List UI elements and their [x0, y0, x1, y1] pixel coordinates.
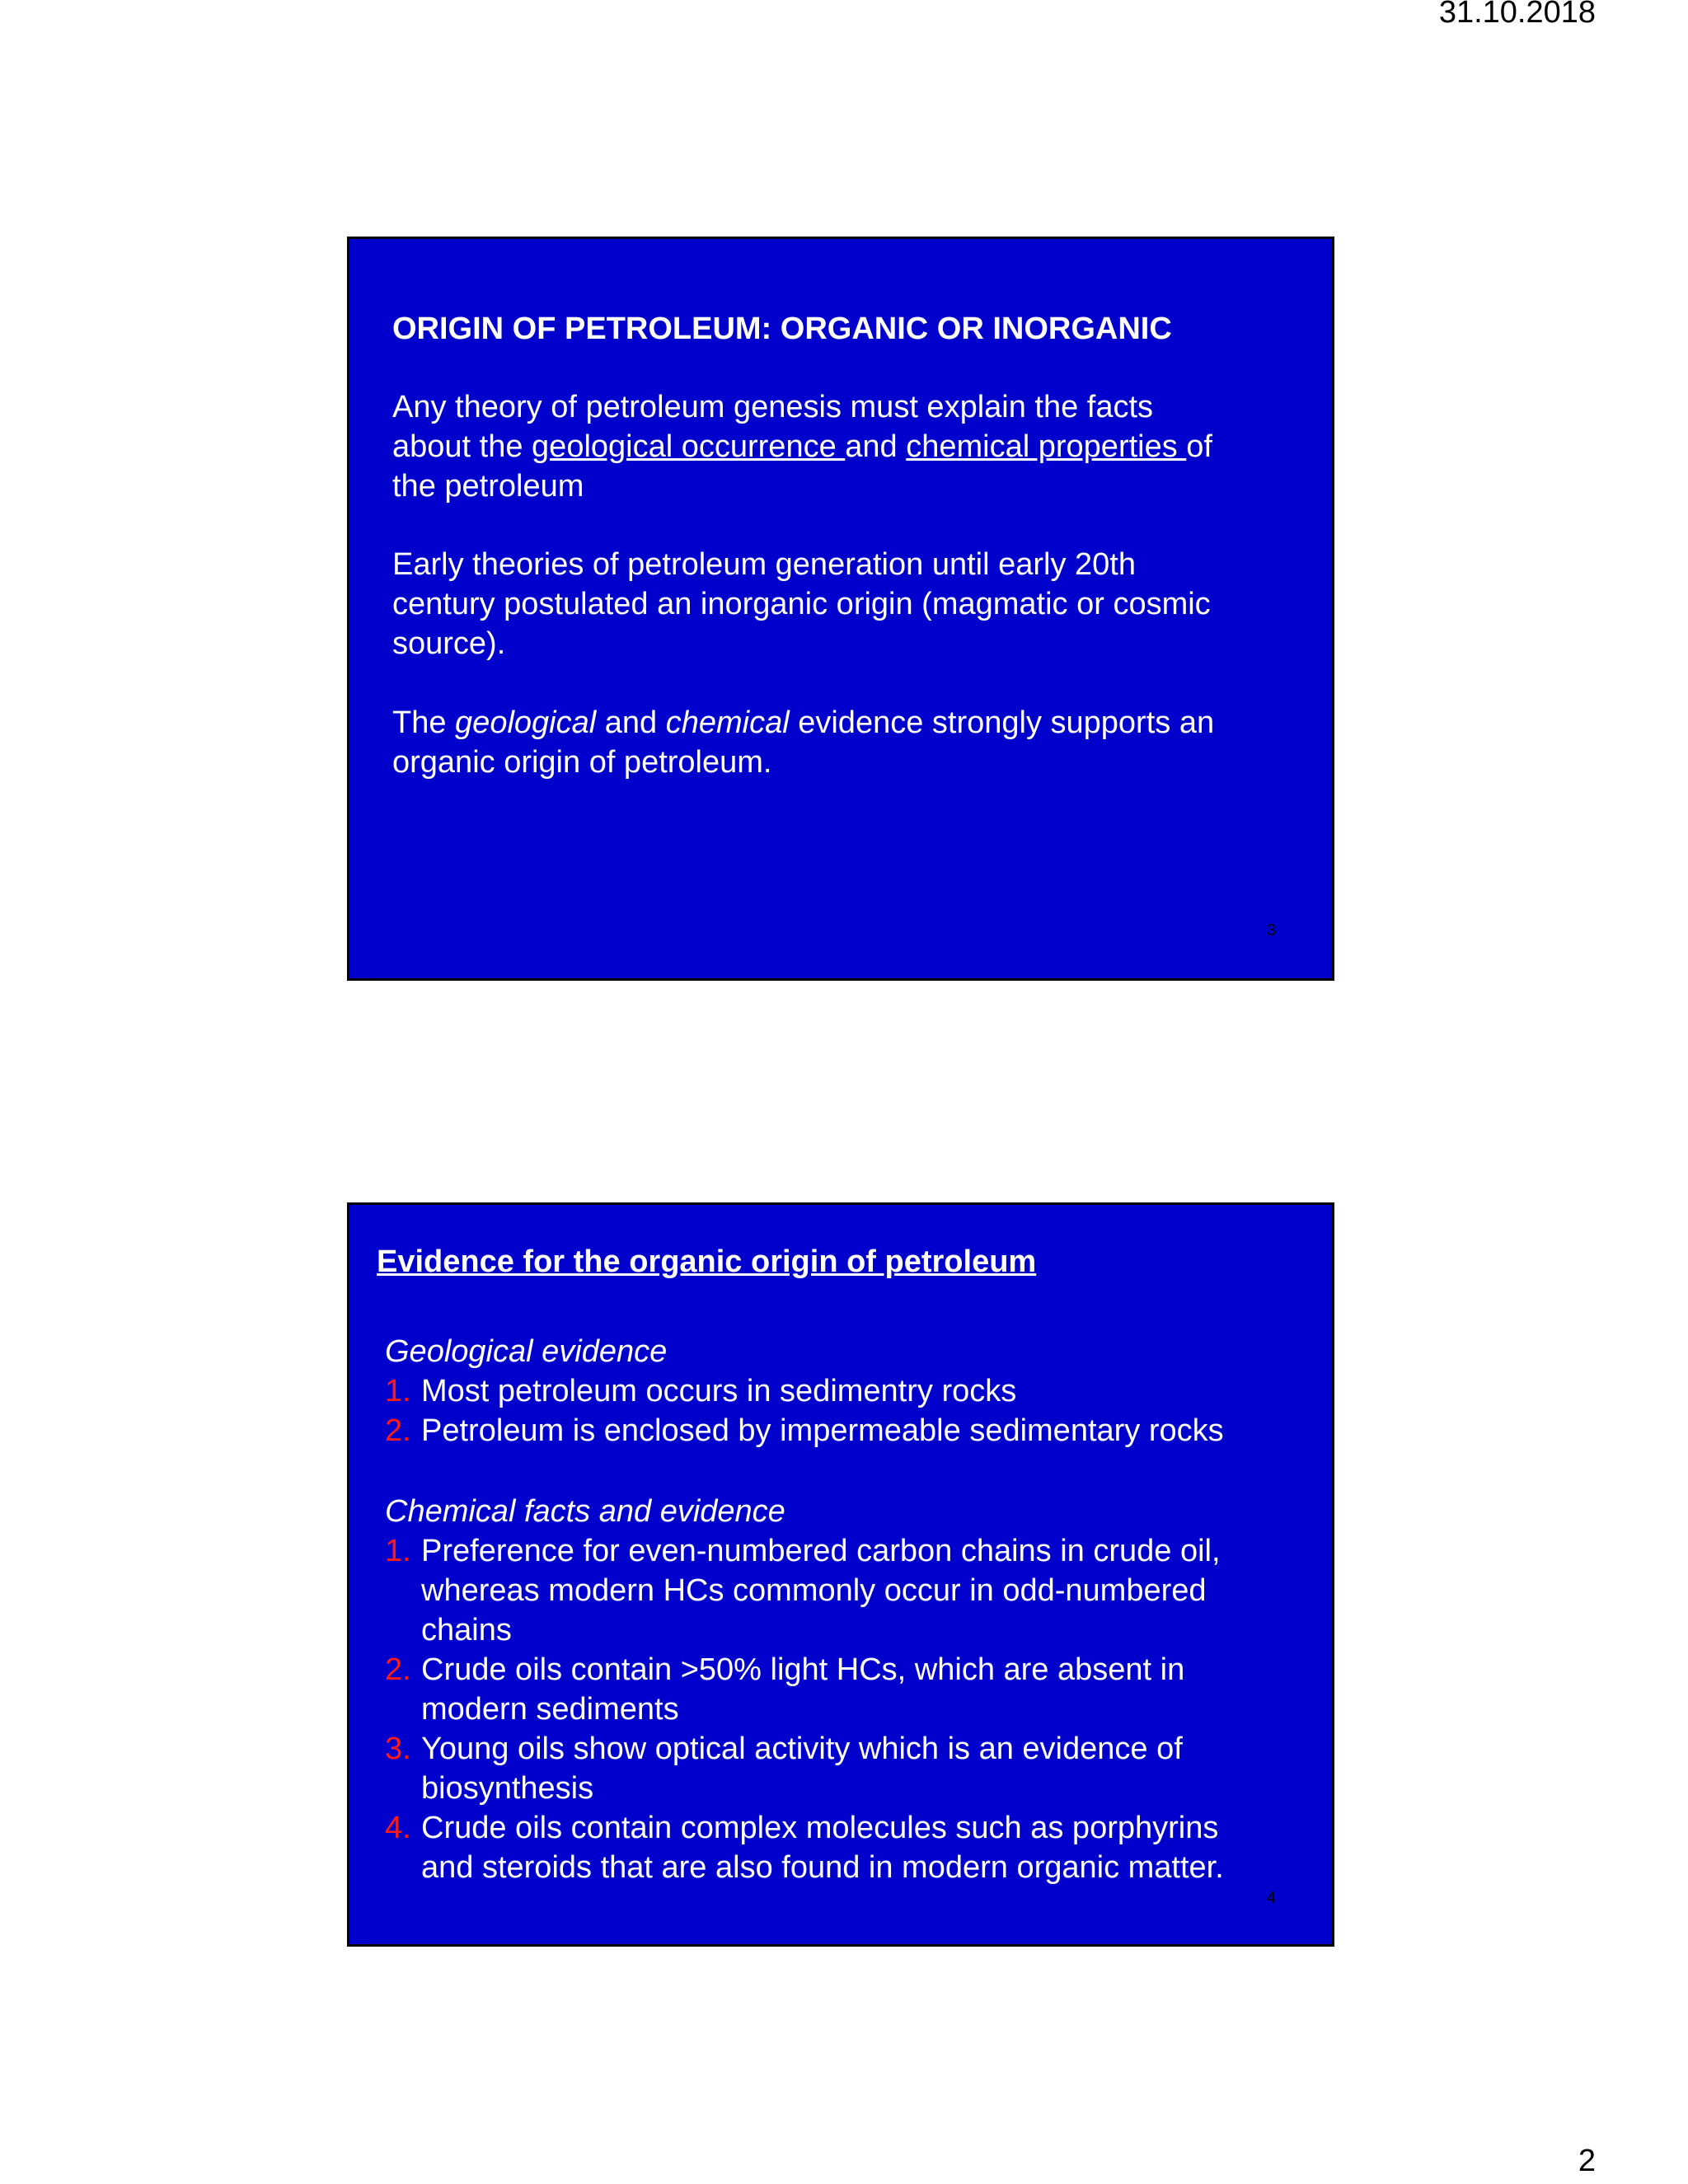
list-number: 4. [385, 1811, 411, 1845]
list-item [385, 1531, 1221, 1571]
list-item [385, 1808, 1218, 1848]
list-item-text: whereas modern HCs commonly occur in odd-numbered [421, 1573, 1207, 1608]
list-item-text: biosynthesis [421, 1771, 594, 1806]
list-item-text: Preference for even-numbered carbon chains in crude oil, [421, 1534, 1221, 1568]
text-run: and [845, 429, 907, 464]
paragraph-line: organic origin of petroleum. [392, 745, 772, 780]
paragraph-line: century postulated an inorganic origin (magmatic or cosmic [392, 587, 1211, 621]
text-run: and [596, 705, 666, 740]
underlined-term-geological-occurrence: geological occurrence [532, 429, 846, 464]
text-run: The [392, 705, 456, 740]
list-item [385, 1729, 1183, 1769]
list-number: 1. [385, 1534, 411, 1568]
slide-4 [347, 1202, 1334, 1947]
section-heading-chemical: Chemical facts and evidence [385, 1494, 785, 1529]
paragraph-line: Early theories of petroleum generation until early 20th [392, 547, 1136, 582]
section-heading-geological: Geological evidence [385, 1334, 668, 1369]
list-item-continuation [385, 1848, 1224, 1887]
list-number: 2. [385, 1652, 411, 1687]
text-run: of [1186, 429, 1212, 464]
list-item-text: and steroids that are also found in modern organic matter. [421, 1850, 1224, 1885]
paragraph-line [392, 427, 1212, 466]
slide-number: 4 [1266, 1889, 1276, 1907]
list-number: 3. [385, 1732, 411, 1766]
list-item-text: modern sediments [421, 1692, 679, 1727]
slide-title: Evidence for the organic origin of petroleum [377, 1244, 1037, 1279]
list-item-continuation [385, 1610, 512, 1650]
list-item-text: chains [421, 1613, 512, 1647]
list-item-continuation [385, 1571, 1207, 1610]
slide-title: ORIGIN OF PETROLEUM: ORGANIC OR INORGANIC [392, 312, 1172, 346]
list-item-text: Most petroleum occurs in sedimentry rocks [421, 1374, 1017, 1408]
paragraph-line [392, 703, 1214, 743]
list-item-text: Crude oils contain complex molecules such as porphyrins [421, 1811, 1219, 1845]
paragraph-line: Any theory of petroleum genesis must explain the facts [392, 390, 1154, 424]
slide-3 [347, 237, 1334, 981]
list-item-text: Crude oils contain >50% light HCs, which are absent in [421, 1652, 1185, 1687]
list-item-continuation [385, 1769, 593, 1808]
text-run: evidence strongly supports an [789, 705, 1215, 740]
list-item [385, 1411, 1224, 1451]
slide-number: 3 [1266, 921, 1276, 940]
list-item-text: Petroleum is enclosed by impermeable sedimentary rocks [421, 1413, 1224, 1448]
underlined-term-chemical-properties: chemical properties [906, 429, 1187, 464]
page-number: 2 [1578, 2144, 1596, 2178]
list-item-text: Young oils show optical activity which is an evidence of [421, 1732, 1183, 1766]
list-number: 1. [385, 1374, 411, 1408]
paragraph-line: the petroleum [392, 469, 584, 504]
italic-term-chemical: chemical [665, 705, 790, 740]
list-item [385, 1650, 1184, 1690]
paragraph-line: source). [392, 626, 506, 661]
list-item-continuation [385, 1690, 679, 1729]
list-number: 2. [385, 1413, 411, 1448]
page-date: 31.10.2018 [1438, 0, 1596, 30]
list-item [385, 1371, 1016, 1411]
text-run: about the [392, 429, 532, 464]
italic-term-geological: geological [455, 705, 597, 740]
